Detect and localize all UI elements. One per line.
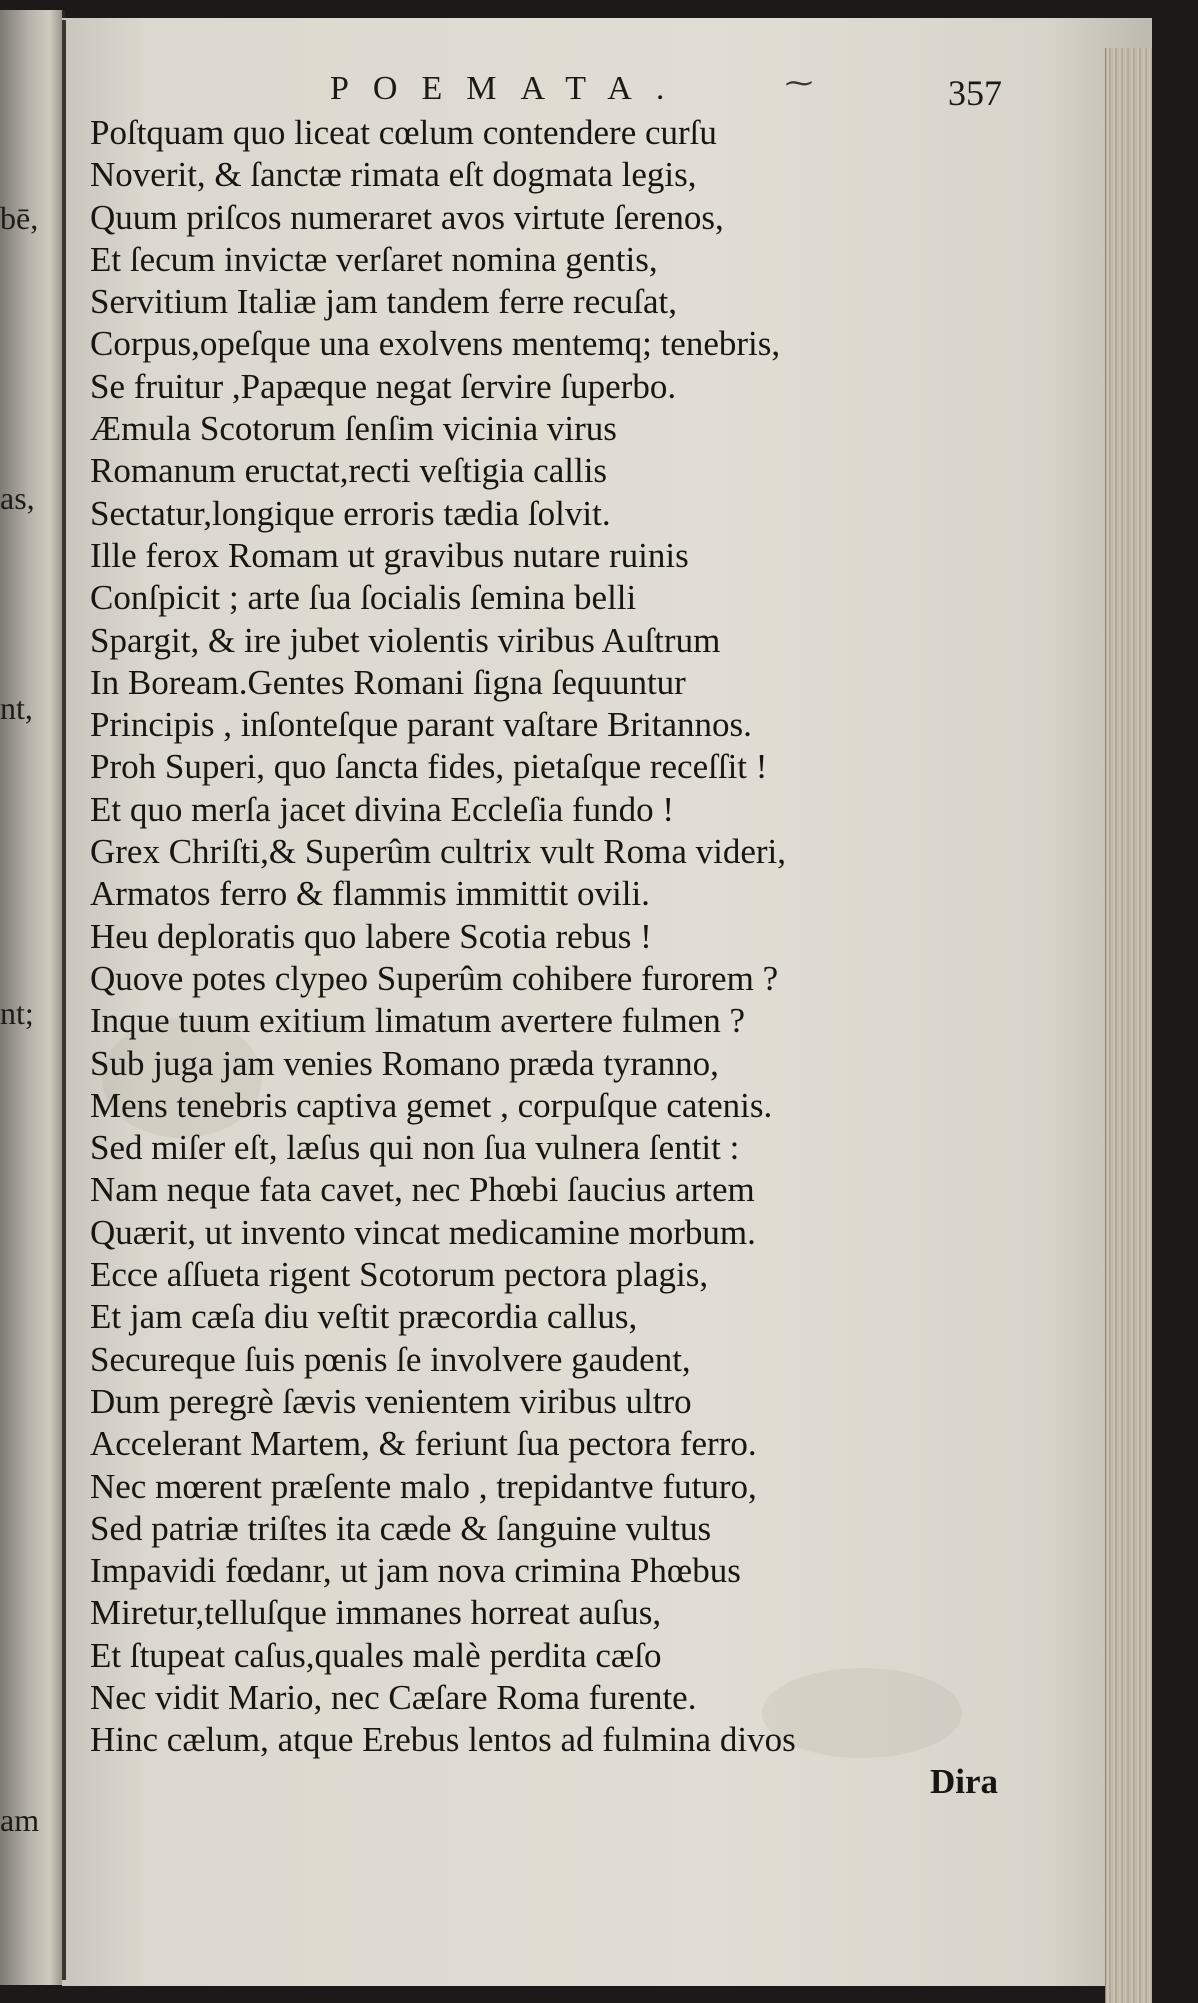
left-margin-fragment: nt; [0, 995, 34, 1031]
verse-line: Armatos ferro & flammis immittit ovili. [90, 874, 650, 914]
verse-line: Grex Chriſti,& Superûm cultrix vult Roma videri, [90, 832, 787, 872]
verse-line: Et ſtupeat caſus,quales malè perdita cæſo [90, 1635, 662, 1675]
verse-line: Mens tenebris captiva gemet , corpuſque catenis. [90, 1085, 773, 1125]
catchword: Dira [930, 1762, 999, 1801]
verse-line: Principis , inſonteſque parant vaſtare Britannos. [90, 705, 752, 745]
verse-line: Nec mœrent præſente malo , trepidantve futuro, [90, 1466, 757, 1506]
verse-line: Corpus,opeſque una exolvens mentemq; tenebris, [90, 324, 781, 364]
verse-line: Ille ferox Romam ut gravibus nutare ruinis [90, 535, 689, 575]
verse-line: Ecce aſſueta rigent Scotorum pectora plagis, [90, 1255, 709, 1295]
verse-line: Noverit, & ſanctæ rimata eſt dogmata legis, [90, 155, 697, 195]
verse-line: Secureque ſuis pœnis ſe involvere gaudent, [90, 1339, 691, 1379]
verse-line: Miretur,telluſque immanes horreat auſus, [90, 1593, 662, 1633]
verse-line: Se fruitur ,Papæque negat ſervire ſuperbo. [90, 366, 677, 406]
verse-line: Et quo merſa jacet divina Eccleſia fundo ! [90, 789, 675, 829]
verse-line: Accelerant Martem, & feriunt ſua pectora ferro. [90, 1424, 757, 1464]
verse-line: Nec vidit Mario, nec Cæſare Roma furente. [90, 1677, 697, 1717]
verse-line: Conſpicit ; arte ſua ſocialis ſemina belli [90, 578, 637, 618]
verse-line: Heu deploratis quo labere Scotia rebus ! [90, 916, 652, 956]
verse-line: Servitium Italiæ jam tandem ferre recuſat, [90, 282, 678, 322]
verse-line: Romanum eructat,recti veſtigia callis [90, 451, 608, 491]
verse-line: Impavidi fœdanr, ut jam nova crimina Phœbus [90, 1551, 741, 1591]
gutter-shadow [62, 20, 66, 1980]
verse-line: Inque tuum exitium limatum avertere fulmen ? [90, 1001, 746, 1041]
page-edges [1105, 48, 1152, 2003]
verse-line: Quove potes clypeo Superûm cohibere furorem ? [90, 958, 779, 998]
page-number: 357 [948, 73, 1002, 113]
left-page-edge [0, 10, 65, 1985]
verse-line: Æmula Scotorum ſenſim vicinia virus [90, 409, 617, 449]
verse-line: Poſtquam quo liceat cœlum contendere curſu [90, 113, 717, 152]
verse-line: Hinc cælum, atque Erebus lentos ad fulmina divos [90, 1720, 796, 1760]
verse-line: Et jam cæſa diu veſtit præcordia callus, [90, 1297, 638, 1337]
verse-line: Proh Superi, quo ſancta fides, pietaſque receſſit ! [90, 747, 768, 787]
verse-line: Spargit, & ire jubet violentis viribus Auſtrum [90, 620, 721, 660]
verse-line: Nam neque fata cavet, nec Phœbi ſaucius artem [90, 1170, 755, 1210]
verse-line: Sub juga jam venies Romano præda tyranno, [90, 1043, 719, 1083]
running-title: POEMATA. [330, 70, 689, 107]
left-margin-fragment: bē, [0, 200, 39, 236]
verse-line: Quærit, ut invento vincat medicamine morbum. [90, 1212, 756, 1252]
left-margin-fragment: nt, [0, 690, 33, 726]
left-margin-fragment: am [0, 1802, 40, 1838]
poem-text [90, 112, 1010, 1762]
verse-line: Et ſecum invictæ verſaret nomina gentis, [90, 239, 658, 279]
verse-line: Sectatur,longique erroris tædia ſolvit. [90, 493, 611, 533]
verse-line: Dum peregrè ſævis venientem viribus ultro [90, 1381, 692, 1421]
verse-line: Sed patriæ triſtes ita cæde & ſanguine vultus [90, 1508, 712, 1548]
verse-line: Sed miſer eſt, læſus qui non ſua vulnera ſentit : [90, 1128, 740, 1168]
verse-line: Quum priſcos numeraret avos virtute ſerenos, [90, 197, 724, 237]
ornament-mark: ⁓ [785, 66, 813, 99]
verse-line: In Boream.Gentes Romani ſigna ſequuntur [90, 662, 686, 702]
left-margin-fragment: as, [0, 480, 35, 516]
